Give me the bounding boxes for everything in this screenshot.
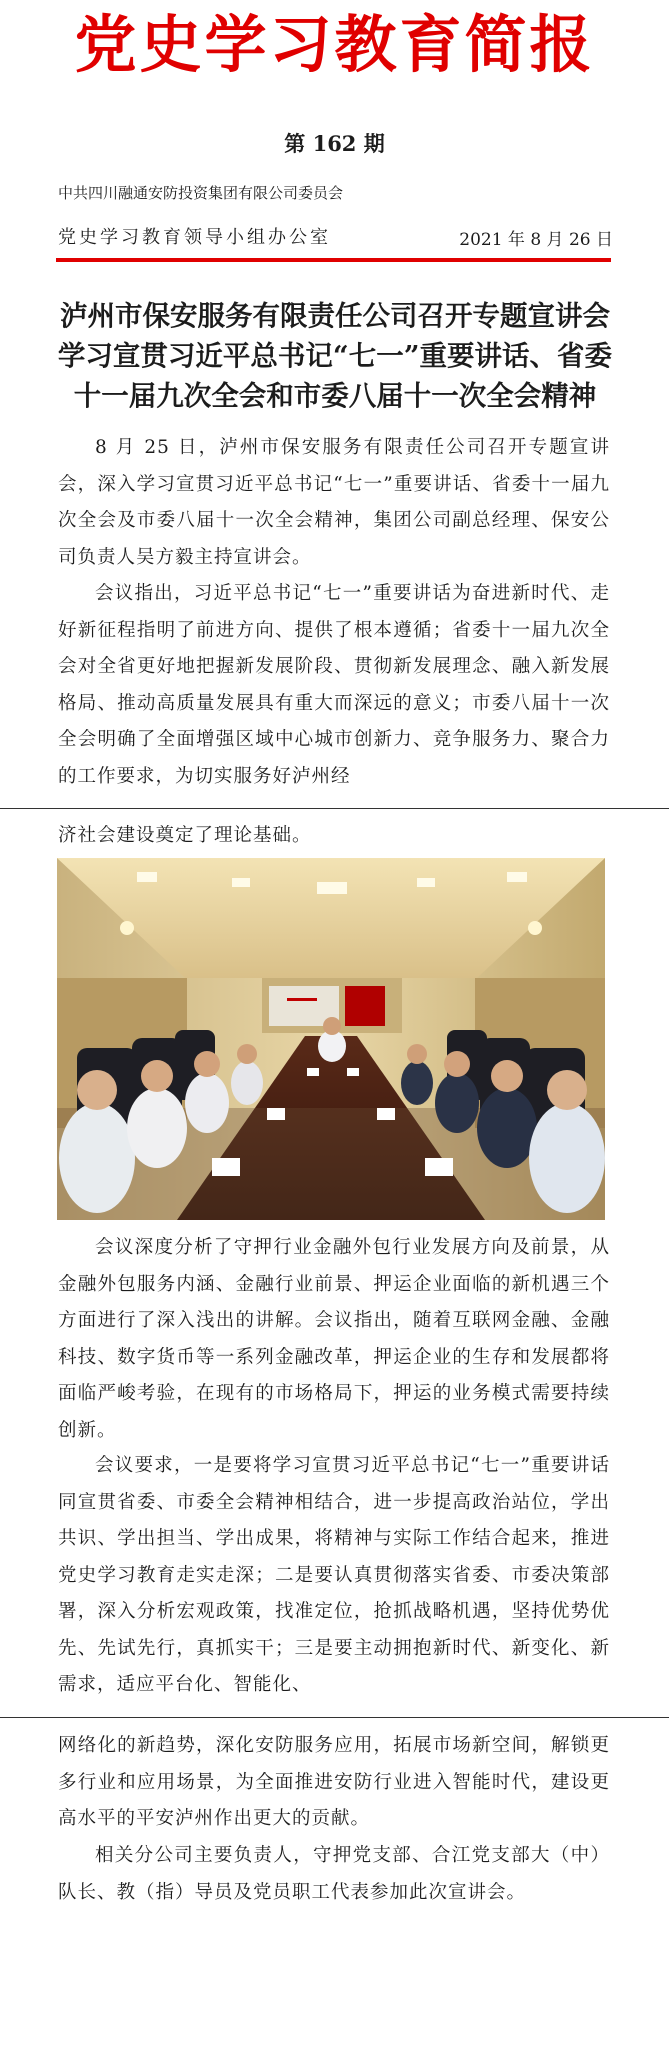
paragraph-4-part-2: 网络化的新趋势，深化安防服务应用，拓展市场新空间，解锁更多行业和应用场景，为全面推进安防行业进入智能时代，建设更高水平的平安泸州作出更大的贡献。 [58, 1735, 610, 1829]
bulletin-title: 党史学习教育简报 [74, 8, 595, 81]
red-separator-line [56, 258, 611, 262]
paragraph-4-part-1: 会议要求，一是要将学习宣贯习近平总书记“七一”重要讲话同宣贯省委、市委全会精神相结合，进一步提高政治站位，学出共识、学出担当、学出成果，将精神与实际工作结合起来，推进党史学习教育走实走深；二是要认真贯彻落实省委、市委决策部署，深入分析宏观政策，找准定位，抢抓战略机遇，坚持优势优先、先试先行，真抓实干；三是要主动拥抱新时代、新变化、新需求，适应平台化、智能化、 [58, 1455, 610, 1695]
page-break-line [0, 808, 669, 809]
issue-date: 2021 年 8 月 26 日 [459, 230, 613, 250]
paragraph-2-part-2: 济社会建设奠定了理论基础。 [58, 825, 312, 846]
issue-number: 第 162 期 [284, 131, 385, 156]
paragraph-1: 8 月 25 日，泸州市保安服务有限责任公司召开专题宣讲会，深入学习宣贯习近平总书记“七一”重要讲话、省委十一届九次全会及市委八届十一次全会精神，集团公司副总经理、保安公司负责人吴方毅主持宣讲会。 [58, 437, 610, 568]
masthead [0, 0, 669, 84]
page-break-line-2 [0, 1717, 669, 1718]
meeting-photo-illustration [57, 858, 605, 1220]
office-name: 党史学习教育领导小组办公室 [58, 227, 331, 248]
paragraph-3: 会议深度分析了守押行业金融外包行业发展方向及前景，从金融外包服务内涵、金融行业前景、押运企业面临的新机遇三个方面进行了深入浅出的讲解。会议指出，随着互联网金融、金融科技、数字货币等一系列金融改革，押运企业的生存和发展都将面临严峻考验，在现有的市场格局下，押运的业务模式需要持续创新。 [58, 1237, 610, 1441]
paragraph-5: 相关分公司主要负责人，守押党支部、合江党支部大（中）队长、教（指）导员及党员职工代表参加此次宣讲会。 [58, 1845, 610, 1903]
article-headline: 泸州市保安服务有限责任公司召开专题宣讲会学习宣贯习近平总书记“七一”重要讲话、省委十一届九次全会和市委八届十一次全会精神 [57, 300, 613, 412]
organization-name: 中共四川融通安防投资集团有限公司委员会 [58, 184, 344, 202]
paragraph-2-part-1: 会议指出，习近平总书记“七一”重要讲话为奋进新时代、走好新征程指明了前进方向、提供了根本遵循；省委十一届九次全会对全省更好地把握新发展阶段、贯彻新发展理念、融入新发展格局、推动高质量发展具有重大而深远的意义；市委八届十一次全会明确了全面增强区域中心城市创新力、竞争服务力、聚合力的工作要求，为切实服务好泸州经 [58, 583, 610, 787]
meeting-photo [57, 858, 605, 1220]
